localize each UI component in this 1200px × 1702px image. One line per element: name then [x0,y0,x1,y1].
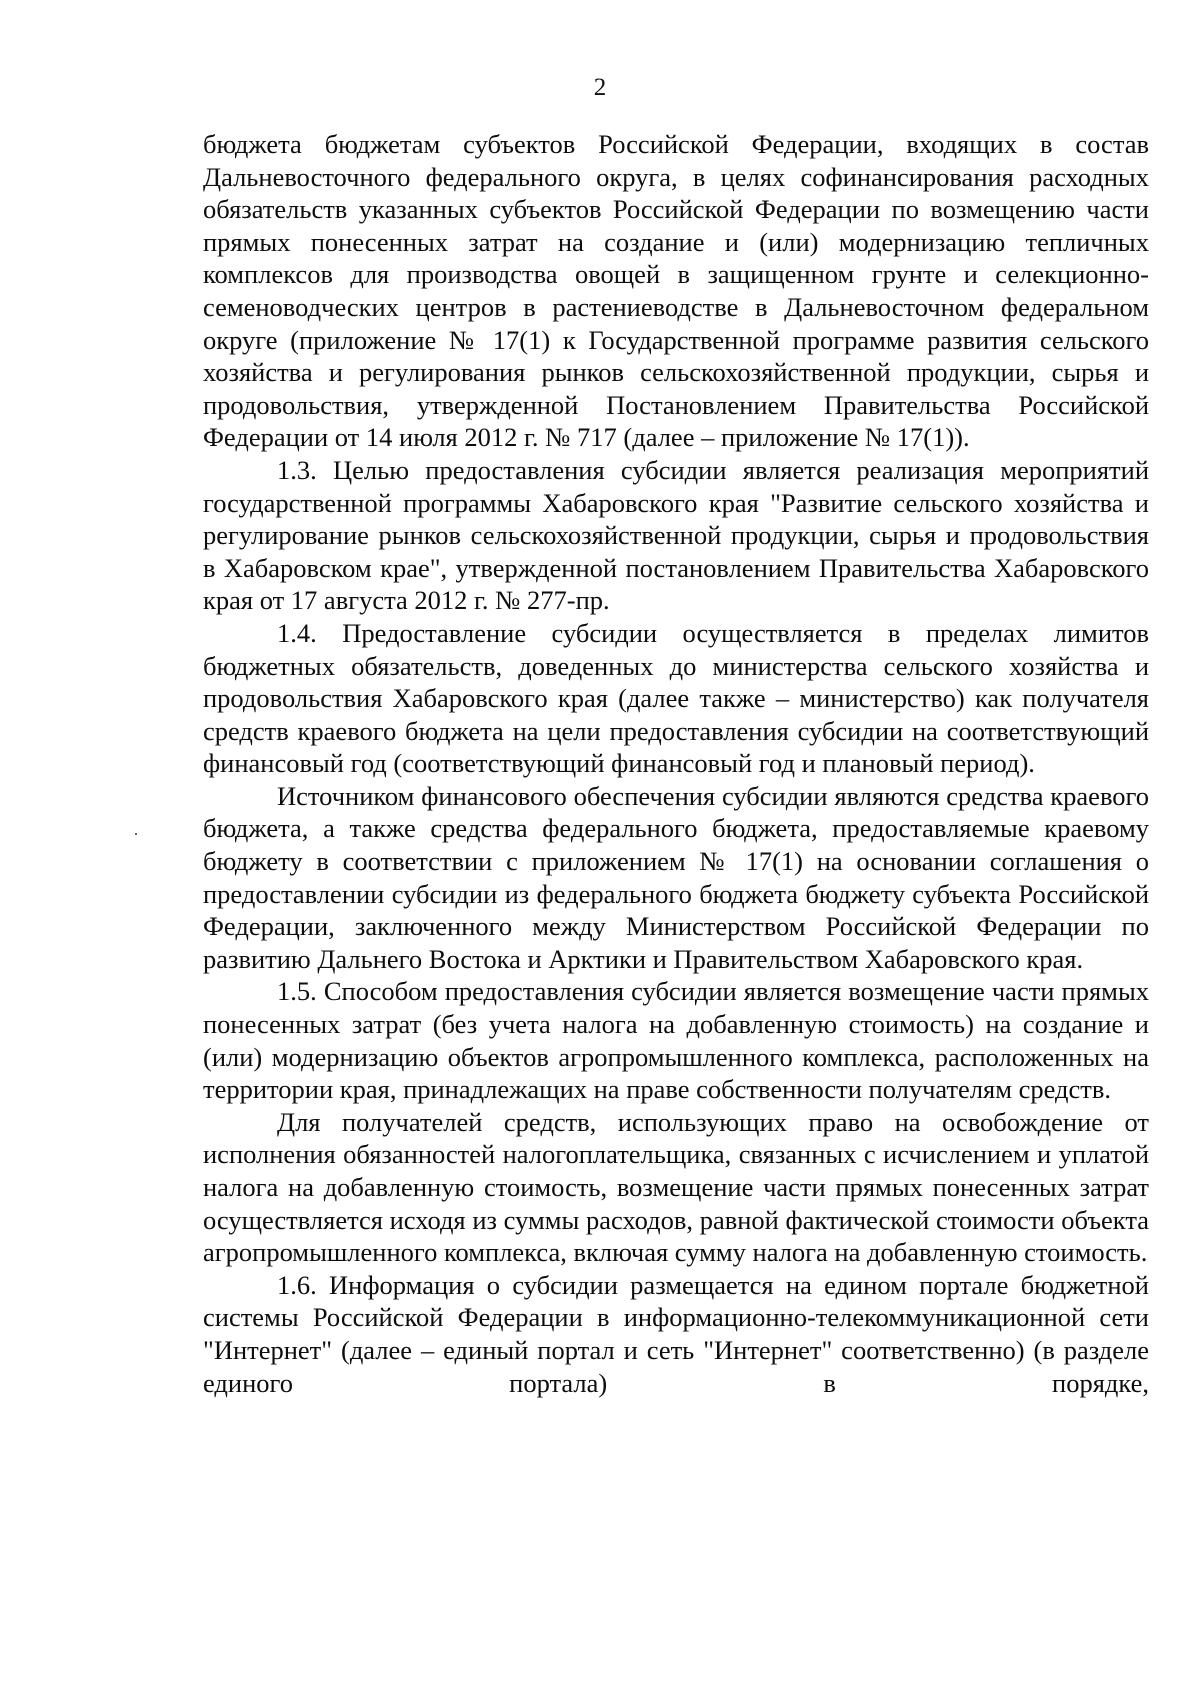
page-number: 2 [593,74,607,101]
scan-speck [135,833,137,835]
paragraph-continuation: бюджета бюджетам субъектов Российской Федерации, входящих в состав Дальневосточного федерального округа, в целях софинансирования расходных обязательств указанных субъектов Российской Федерации по возмещению части прямых понесенных затрат на создание и (или) модернизацию тепличных комплексов для производства овощей в защищенном грунте и селекционно-семеноводческих центров в растениеводстве в Дальневосточном федеральном округе (приложение № 17(1) к Государственной программе развития сельского хозяйства и регулирования рынков сельскохозяйственной продукции, сырья и продовольствия, утвержденной Постановлением Правительства Российской Федерации от 14 июля 2012 г. № 717 (далее – приложение № 17(1)). [203,129,1149,453]
paragraph-1-3: 1.3. Целью предоставления субсидии является реализация мероприятий государственной программы Хабаровского края "Развитие сельского хозяйства и регулирование рынков сельскохозяйственной продукции, сырья и продовольствия в Хабаровском крае", утвержденной постановлением Правительства Хабаровского края от 17 августа 2012 г. № 277-пр. [203,454,1149,616]
paragraph-1-5: 1.5. Способом предоставления субсидии является возмещение части прямых понесенных затрат (без учета налога на добавленную стоимость) на создание и (или) модернизацию объектов агропромышленного комплекса, расположенных на территории края, принадлежащих на праве собственности получателям средств. [203,976,1149,1105]
document-body [203,128,1149,1399]
paragraph-1-6: 1.6. Информация о субсидии размещается на едином портале бюджетной системы Российской Федерации в информационно-телекоммуникационной сети "Интернет" (далее – единый портал и сеть "Интернет" соответственно) (в разделе единого портала) в порядке, [203,1269,1149,1398]
paragraph-vat-exemption: Для получателей средств, использующих право на освобождение от исполнения обязанностей налогоплательщика, связанных с исчислением и уплатой налога на добавленную стоимость, возмещение части прямых понесенных затрат осуществляется исходя из суммы расходов, равной фактической стоимости объекта агропромышленного комплекса, включая сумму налога на добавленную стоимость. [203,1106,1149,1268]
paragraph-1-4: 1.4. Предоставление субсидии осуществляется в пределах лимитов бюджетных обязательств, доведенных до министерства сельского хозяйства и продовольствия Хабаровского края (далее также – министерство) как получателя средств краевого бюджета на цели предоставления субсидии на соответствующий финансовый год (соответствующий финансовый год и плановый период). [203,617,1149,779]
paragraph-funding-source: Источником финансового обеспечения субсидии являются средства краевого бюджета, а также средства федерального бюджета, предоставляемые краевому бюджету в соответствии с приложением № 17(1) на основании соглашения о предоставлении субсидии из федерального бюджета бюджету субъекта Российской Федерации, заключенного между Министерством Российской Федерации по развитию Дальнего Востока и Арктики и Правительством Хабаровского края. [203,780,1149,974]
